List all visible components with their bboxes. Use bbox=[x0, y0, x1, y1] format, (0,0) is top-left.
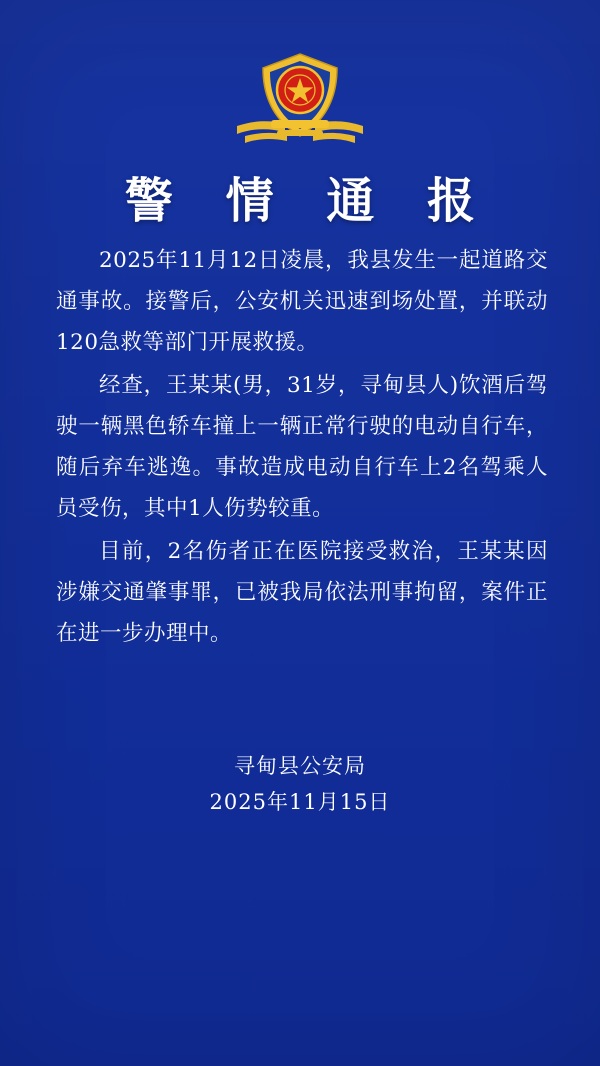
issue-date: 2025年11月15日 bbox=[209, 790, 391, 814]
notice-body bbox=[56, 240, 548, 656]
page-title: 警 情 通 报 bbox=[124, 173, 494, 229]
issuer-name: 寻甸县公安局 bbox=[234, 754, 366, 778]
notice-paragraph: 目前，2名伤者正在医院接受救治，王某某因涉嫌交通肇事罪，已被我局依法刑事拘留，案件正在进一步办理中。 bbox=[56, 539, 548, 646]
police-emblem-icon bbox=[225, 48, 375, 150]
emblem-container bbox=[0, 48, 600, 150]
notice-paragraph: 2025年11月12日凌晨，我县发生一起道路交通事故。接警后，公安机关迅速到场处置，并联动120急救等部门开展救援。 bbox=[56, 248, 548, 355]
signature-block bbox=[0, 748, 600, 820]
notice-paragraph: 经查，王某某(男，31岁，寻甸县人)饮酒后驾驶一辆黑色轿车撞上一辆正常行驶的电动自行车，随后弃车逃逸。事故造成电动自行车上2名驾乘人员受伤，其中1人伤势较重。 bbox=[56, 373, 548, 521]
